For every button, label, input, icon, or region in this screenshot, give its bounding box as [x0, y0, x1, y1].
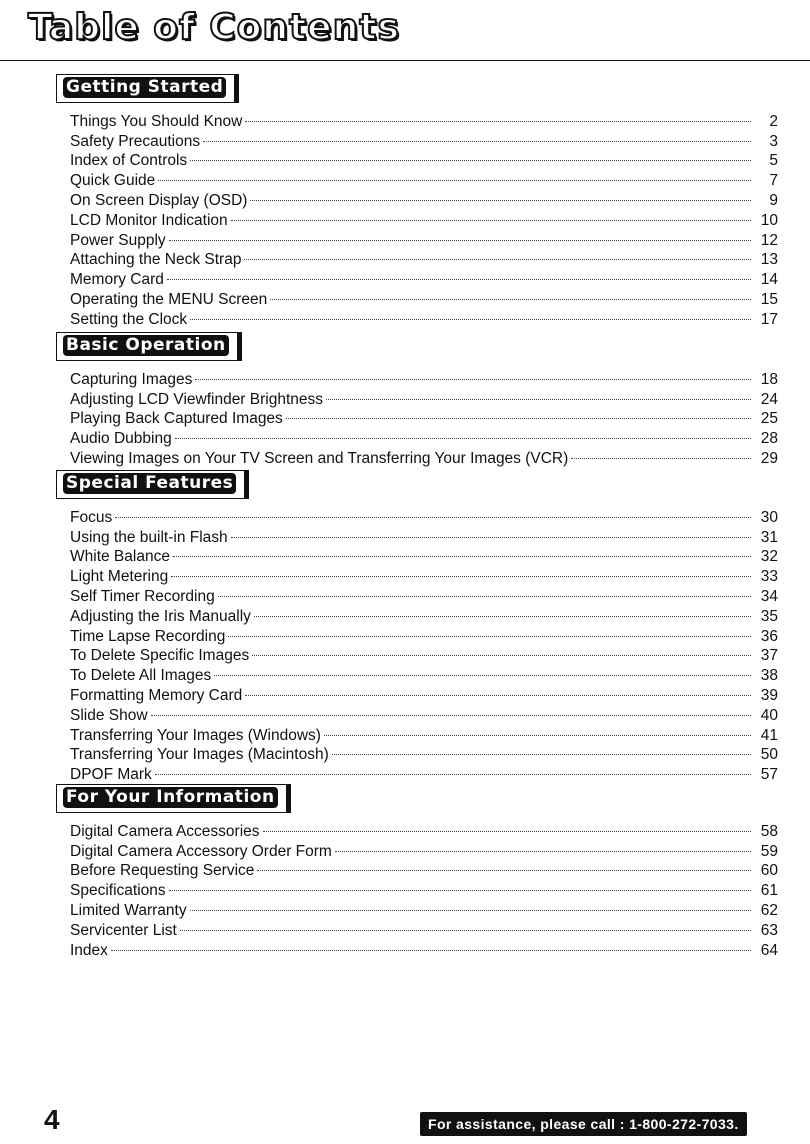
entry-list — [0, 816, 810, 959]
toc-entry-page: 39 — [760, 686, 778, 704]
dot-leader — [169, 875, 751, 895]
toc-entry-title: Quick Guide — [70, 172, 156, 190]
toc-entry-title: White Balance — [70, 548, 170, 566]
dot-leader — [231, 205, 751, 225]
toc-entry — [70, 720, 778, 744]
toc-entry-title: Memory Card — [70, 271, 164, 289]
toc-entry-page: 32 — [760, 548, 778, 566]
toc-entry — [70, 284, 778, 308]
toc-entry-page: 60 — [760, 862, 778, 880]
toc-entry-page: 61 — [760, 882, 778, 900]
dot-leader — [171, 561, 751, 581]
toc-entry-page: 10 — [760, 211, 778, 229]
toc-entry-page: 40 — [760, 706, 778, 724]
section-header — [56, 784, 291, 813]
page-number: 4 — [44, 1104, 60, 1135]
toc-entry-title: Things You Should Know — [70, 112, 243, 130]
toc-entry — [70, 264, 778, 289]
dot-leader — [190, 146, 751, 166]
dot-leader — [203, 126, 751, 146]
dot-leader — [169, 225, 751, 245]
entry-list — [0, 106, 810, 328]
section-header-label: Basic Operation — [63, 335, 229, 356]
toc-entry-title: Slide Show — [70, 706, 148, 724]
toc-entry-title: On Screen Display (OSD) — [70, 191, 248, 209]
section-getting-started — [0, 74, 810, 328]
toc-entry-page: 41 — [760, 726, 778, 744]
toc-entry-title: Before Requesting Service — [70, 862, 255, 880]
toc-entry-page: 25 — [760, 410, 778, 428]
toc-entry-page: 13 — [760, 251, 778, 269]
toc-entry-title: Transferring Your Images (Macintosh) — [70, 746, 329, 764]
toc-entry — [70, 542, 778, 566]
toc-entry-page: 5 — [769, 152, 778, 170]
toc-entry-title: To Delete All Images — [70, 667, 212, 685]
toc-entry — [70, 185, 778, 209]
dot-leader — [173, 542, 751, 562]
toc-entry-title: Using the built-in Flash — [70, 528, 228, 546]
title-divider — [0, 60, 810, 61]
assistance-footer: For assistance, please call : 1-800-272-7033. — [420, 1112, 747, 1136]
dot-leader — [214, 660, 751, 680]
toc-entry-title: Digital Camera Accessory Order Form — [70, 842, 332, 860]
toc-entry-title: Playing Back Captured Images — [70, 410, 283, 428]
toc-entry-page: 7 — [769, 172, 778, 190]
toc-entry — [70, 522, 778, 546]
dot-leader — [245, 106, 751, 126]
toc-entry-page: 9 — [769, 191, 778, 209]
entry-list — [0, 364, 810, 467]
toc-entry-title: Digital Camera Accessories — [70, 822, 260, 840]
toc-entry-page: 59 — [760, 842, 778, 860]
toc-entry-page: 34 — [760, 587, 778, 605]
page-title: Table of Contents — [28, 7, 400, 48]
dot-leader — [195, 364, 751, 384]
dot-leader — [245, 680, 751, 700]
toc-entry-title: Formatting Memory Card — [70, 686, 243, 704]
dot-leader — [335, 836, 751, 856]
toc-entry-title: LCD Monitor Indication — [70, 211, 228, 229]
toc-entry-page: 35 — [760, 607, 778, 625]
toc-entry-page: 63 — [760, 921, 778, 939]
toc-entry-title: Adjusting LCD Viewfinder Brightness — [70, 390, 324, 408]
toc-entry-title: Audio Dubbing — [70, 430, 172, 448]
dot-leader — [190, 304, 751, 324]
toc-entry-page: 3 — [769, 132, 778, 150]
toc-entry — [70, 816, 778, 840]
toc-entry-title: Operating the MENU Screen — [70, 290, 268, 308]
toc-entry-page: 58 — [760, 822, 778, 840]
section-header-label: Special Features — [63, 473, 236, 494]
toc-entry — [70, 165, 778, 190]
dot-leader — [155, 759, 751, 779]
dot-leader — [231, 522, 751, 542]
toc-entry-title: To Delete Specific Images — [70, 647, 250, 665]
entry-list — [0, 502, 810, 784]
toc-entry — [70, 935, 778, 959]
dot-leader — [151, 700, 751, 720]
section-for-your-information — [0, 784, 810, 959]
toc-entry-title: Focus — [70, 508, 113, 526]
toc-entry-title: Specifications — [70, 882, 166, 900]
toc-entry-page: 37 — [760, 647, 778, 665]
toc-entry-page: 33 — [760, 568, 778, 586]
toc-entry-page: 28 — [760, 430, 778, 448]
dot-leader — [111, 935, 751, 955]
toc-entry-title: Safety Precautions — [70, 132, 201, 150]
toc-entry-page: 15 — [760, 290, 778, 308]
dot-leader — [252, 641, 751, 661]
dot-leader — [218, 581, 751, 601]
dot-leader — [250, 185, 751, 205]
toc-entry — [70, 700, 778, 724]
toc-entry — [70, 895, 778, 919]
dot-leader — [286, 404, 751, 424]
dot-leader — [332, 740, 751, 760]
toc-entry-page: 12 — [760, 231, 778, 249]
dot-leader — [326, 384, 751, 404]
dot-leader — [158, 165, 751, 185]
toc-entry-title: Index — [70, 941, 108, 959]
section-header-label: For Your Information — [63, 787, 278, 808]
section-header-label: Getting Started — [63, 77, 226, 98]
toc-entry-page: 29 — [760, 449, 778, 467]
toc-entry-page: 31 — [760, 528, 778, 546]
section-header — [56, 470, 249, 499]
toc-entry-title: Limited Warranty — [70, 901, 187, 919]
dot-leader — [270, 284, 751, 304]
toc-entry-page: 30 — [760, 508, 778, 526]
toc-entry-page: 36 — [760, 627, 778, 645]
toc-entry-title: Light Metering — [70, 568, 169, 586]
toc-entry-page: 64 — [760, 941, 778, 959]
toc-entry-page: 18 — [760, 370, 778, 388]
dot-leader — [175, 423, 751, 443]
toc-entry-title: Setting the Clock — [70, 310, 188, 328]
section-basic-operation — [0, 332, 810, 467]
toc-entry-title: Attaching the Neck Strap — [70, 251, 242, 269]
toc-entry-page: 62 — [760, 901, 778, 919]
dot-leader — [115, 502, 751, 522]
dot-leader — [254, 601, 751, 621]
toc-entry — [70, 875, 778, 900]
toc-entry — [70, 245, 778, 269]
dot-leader — [180, 915, 751, 935]
toc-entry-title: Index of Controls — [70, 152, 188, 170]
section-special-features — [0, 470, 810, 784]
toc-entry-page: 50 — [760, 746, 778, 764]
toc-entry-page: 38 — [760, 667, 778, 685]
dot-leader — [324, 720, 751, 740]
toc-entry-title: Time Lapse Recording — [70, 627, 226, 645]
toc-entry-title: Adjusting the Iris Manually — [70, 607, 251, 625]
toc-entry-page: 2 — [769, 112, 778, 130]
toc-entry-page: 17 — [760, 310, 778, 328]
section-header — [56, 74, 239, 103]
dot-leader — [263, 816, 751, 836]
toc-entry-title: Self Timer Recording — [70, 587, 215, 605]
toc-entry — [70, 581, 778, 605]
toc-entry-page: 24 — [760, 390, 778, 408]
toc-entry-title: Transferring Your Images (Windows) — [70, 726, 321, 744]
toc-entry-title: DPOF Mark — [70, 766, 152, 784]
toc-entry — [70, 561, 778, 586]
toc-entry-title: Power Supply — [70, 231, 166, 249]
toc-entry — [70, 502, 778, 526]
dot-leader — [244, 245, 751, 265]
dot-leader — [228, 621, 751, 641]
toc-entry — [70, 443, 778, 467]
toc-entry-title: Viewing Images on Your TV Screen and Transferring Your Images (VCR) — [70, 449, 569, 467]
toc-entry — [70, 423, 778, 448]
toc-entry — [70, 364, 778, 388]
toc-entry — [70, 106, 778, 130]
toc-entry-title: Servicenter List — [70, 921, 177, 939]
dot-leader — [257, 856, 751, 876]
toc-entry — [70, 225, 778, 249]
toc-entry-title: Capturing Images — [70, 370, 193, 388]
dot-leader — [571, 443, 751, 463]
toc-entry-page: 57 — [760, 766, 778, 784]
section-header — [56, 332, 242, 361]
toc-entry-page: 14 — [760, 271, 778, 289]
dot-leader — [190, 895, 751, 915]
dot-leader — [167, 264, 751, 284]
toc-entry — [70, 759, 778, 784]
